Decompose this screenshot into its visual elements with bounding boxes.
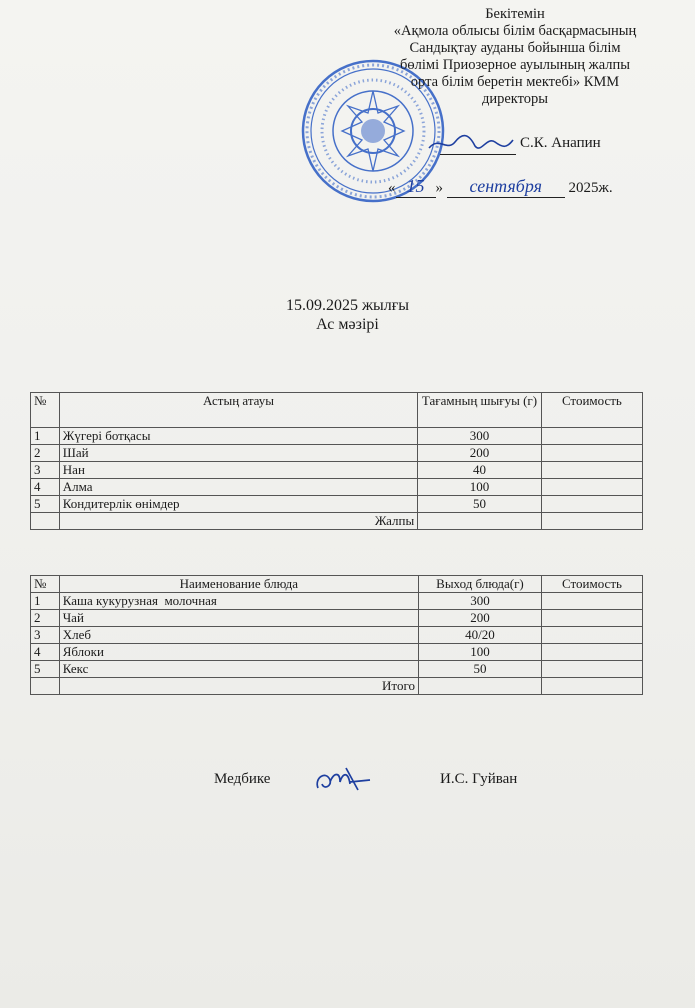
table-row (31, 462, 643, 479)
cell-price (541, 479, 642, 496)
cell-yield: 50 (418, 496, 542, 513)
cell-dish: Каша кукурузная молочная (59, 593, 418, 610)
col-header-dish: Наименование блюда (59, 576, 418, 593)
cell-dish: Жүгері ботқасы (59, 428, 417, 445)
cell-yield: 200 (418, 445, 542, 462)
cell-empty (418, 513, 542, 530)
cell-price (541, 593, 642, 610)
cell-empty (31, 678, 60, 695)
cell-dish: Яблоки (59, 644, 418, 661)
approval-line: директоры (481, 91, 549, 107)
approval-date (388, 176, 613, 198)
menu-table-russian (30, 575, 643, 695)
col-header-price: Стоимость (541, 393, 642, 428)
approval-block (350, 6, 680, 108)
table-total-row (31, 678, 643, 695)
cell-dish: Алма (59, 479, 417, 496)
cell-dish: Кекс (59, 661, 418, 678)
approval-line: бөлімі Приозерное ауылының жалпы (400, 57, 630, 73)
date-month: сентября (447, 176, 565, 198)
cell-empty (31, 513, 60, 530)
cell-yield: 100 (418, 644, 541, 661)
approval-line: Сандықтау ауданы бойынша білім (409, 40, 621, 56)
cell-price (541, 462, 642, 479)
table-header-row (31, 393, 643, 428)
cell-number: 1 (31, 593, 60, 610)
cell-number: 3 (31, 627, 60, 644)
approval-line: Бекітемін (485, 6, 545, 22)
menu-table-kazakh (30, 392, 643, 530)
cell-yield: 50 (418, 661, 541, 678)
col-header-dish: Астың атауы (59, 393, 417, 428)
date-quote-close: » (435, 180, 443, 196)
table-row (31, 627, 643, 644)
cell-number: 1 (31, 428, 60, 445)
cell-dish: Хлеб (59, 627, 418, 644)
cell-number: 4 (31, 644, 60, 661)
table-row (31, 593, 643, 610)
cell-number: 5 (31, 661, 60, 678)
cell-empty (541, 513, 642, 530)
total-label: Итого (59, 678, 418, 695)
cell-price (541, 496, 642, 513)
cell-yield: 40 (418, 462, 542, 479)
cell-price (541, 610, 642, 627)
nurse-name: И.С. Гуйван (440, 771, 518, 787)
cell-yield: 200 (418, 610, 541, 627)
date-year: 2025ж. (568, 180, 613, 196)
approval-line: «Ақмола облысы білім басқармасының (393, 23, 637, 39)
col-header-price: Стоимость (541, 576, 642, 593)
cell-empty (418, 678, 541, 695)
cell-number: 2 (31, 445, 60, 462)
table-row (31, 610, 643, 627)
cell-price (541, 627, 642, 644)
date-day: 15 (396, 176, 436, 198)
cell-yield: 40/20 (418, 627, 541, 644)
nurse-signature (312, 760, 372, 800)
table-header-row (31, 576, 643, 593)
total-label: Жалпы (59, 513, 417, 530)
col-header-yield: Тағамның шығуы (г) (418, 393, 542, 428)
table-row (31, 445, 643, 462)
date-quote-open: « (388, 180, 396, 196)
nurse-role: Медбике (214, 771, 271, 787)
col-header-number: № (31, 393, 60, 428)
menu-date: 15.09.2025 жылғы (285, 297, 410, 314)
menu-title: Ас мәзірі (316, 316, 379, 333)
cell-number: 2 (31, 610, 60, 627)
director-name: С.К. Анапин (520, 135, 601, 151)
table-row (31, 428, 643, 445)
table-row (31, 479, 643, 496)
cell-yield: 300 (418, 428, 542, 445)
table-row (31, 661, 643, 678)
cell-price (541, 661, 642, 678)
cell-number: 3 (31, 462, 60, 479)
approval-line: орта білім беретін мектебі» КММ (410, 74, 620, 90)
menu-heading (0, 296, 695, 334)
col-header-yield: Выход блюда(г) (418, 576, 541, 593)
cell-number: 5 (31, 496, 60, 513)
table-row (31, 496, 643, 513)
director-signature (425, 128, 515, 158)
cell-dish: Чай (59, 610, 418, 627)
cell-empty (541, 678, 642, 695)
cell-number: 4 (31, 479, 60, 496)
cell-dish: Нан (59, 462, 417, 479)
table-row (31, 644, 643, 661)
cell-price (541, 644, 642, 661)
cell-dish: Шай (59, 445, 417, 462)
cell-yield: 300 (418, 593, 541, 610)
cell-price (541, 445, 642, 462)
cell-dish: Кондитерлік өнімдер (59, 496, 417, 513)
cell-yield: 100 (418, 479, 542, 496)
table-total-row (31, 513, 643, 530)
col-header-number: № (31, 576, 60, 593)
cell-price (541, 428, 642, 445)
